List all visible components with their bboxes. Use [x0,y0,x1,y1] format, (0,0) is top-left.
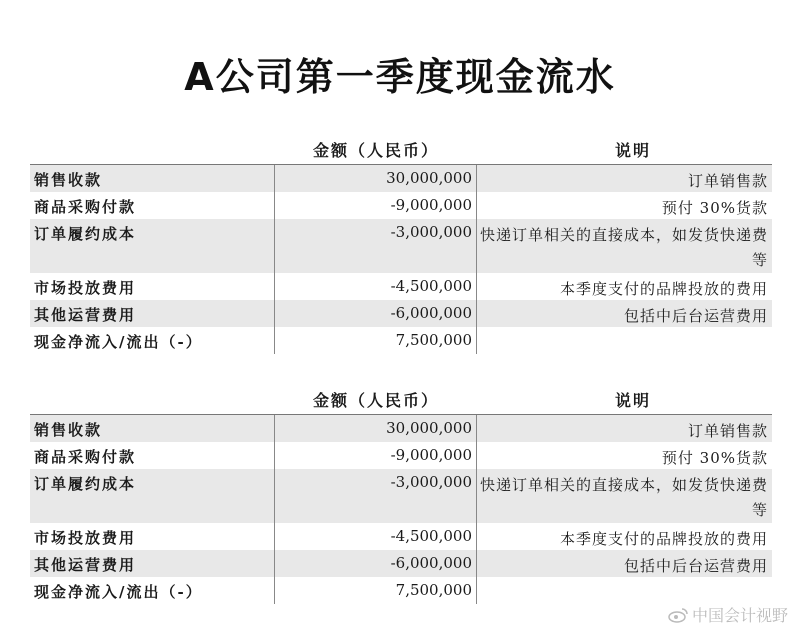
table-row [30,469,772,523]
row-description: 本季度支付的品牌投放的费用 [559,280,768,298]
table-row [30,523,772,550]
column-divider [476,165,477,192]
row-description: 包括中后台运营费用 [623,307,768,325]
watermark-text: 中国会计视野 [691,606,788,625]
row-amount: -9,000,000 [390,196,472,214]
table-row [30,300,772,327]
table-row [30,414,772,442]
weibo-icon [668,607,688,623]
table-header [30,384,772,414]
table-row [30,550,772,577]
column-divider [274,523,275,550]
row-description: 订单销售款 [687,422,768,440]
row-label: 商品采购付款 [34,198,137,216]
row-amount: -4,500,000 [390,277,472,295]
row-label: 商品采购付款 [34,448,137,466]
row-label: 现金净流入/流出（-） [34,583,203,601]
column-divider [476,219,477,273]
table-row [30,219,772,273]
page-title: A公司第一季度现金流水 [184,55,616,99]
table-header [30,134,772,164]
row-label: 销售收款 [34,171,103,189]
row-label: 订单履约成本 [34,475,137,493]
table-row [30,577,772,604]
row-description: 订单销售款 [687,172,768,190]
row-amount: -9,000,000 [390,446,472,464]
row-amount: 30,000,000 [386,169,472,187]
row-label: 其他运营费用 [34,556,137,574]
row-label: 市场投放费用 [34,529,137,547]
row-label: 订单履约成本 [34,225,137,243]
table-row [30,327,772,354]
column-divider [274,273,275,300]
column-divider [274,192,275,219]
row-amount: -6,000,000 [390,554,472,572]
column-divider [476,577,477,604]
row-amount: 7,500,000 [395,581,472,599]
row-description: 快递订单相关的直接成本，如发货快递费等 [479,476,768,519]
row-amount: 7,500,000 [395,331,472,349]
column-divider [476,273,477,300]
row-amount: -6,000,000 [390,304,472,322]
row-description: 快递订单相关的直接成本，如发货快递费等 [479,226,768,269]
column-divider [274,165,275,192]
table-row [30,192,772,219]
column-divider [476,523,477,550]
column-divider [476,442,477,469]
row-label: 其他运营费用 [34,306,137,324]
column-divider [274,469,275,523]
column-divider [274,442,275,469]
column-divider [476,550,477,577]
column-divider [274,300,275,327]
column-divider [274,219,275,273]
column-divider [476,192,477,219]
row-label: 市场投放费用 [34,279,137,297]
column-divider [476,300,477,327]
column-divider [274,415,275,442]
column-divider [476,415,477,442]
column-divider [274,550,275,577]
column-divider [476,469,477,523]
column-divider [274,577,275,604]
watermark [668,603,788,626]
row-description: 预付 30%货款 [661,199,768,217]
row-label: 现金净流入/流出（-） [34,333,203,351]
row-amount: 30,000,000 [386,419,472,437]
column-header-description: 说明 [615,141,652,160]
row-amount: -3,000,000 [390,223,472,241]
column-divider [274,327,275,354]
cash-flow-table-1 [30,134,772,354]
row-amount: -3,000,000 [390,473,472,491]
column-header-amount: 金额（人民币） [313,391,440,410]
table-row [30,442,772,469]
cash-flow-table-2 [30,384,772,604]
row-amount: -4,500,000 [390,527,472,545]
column-header-description: 说明 [615,391,652,410]
row-description: 包括中后台运营费用 [623,557,768,575]
row-label: 销售收款 [34,421,103,439]
table-row [30,164,772,192]
column-header-amount: 金额（人民币） [313,141,440,160]
row-description: 本季度支付的品牌投放的费用 [559,530,768,548]
table-row [30,273,772,300]
column-divider [476,327,477,354]
row-description: 预付 30%货款 [661,449,768,467]
